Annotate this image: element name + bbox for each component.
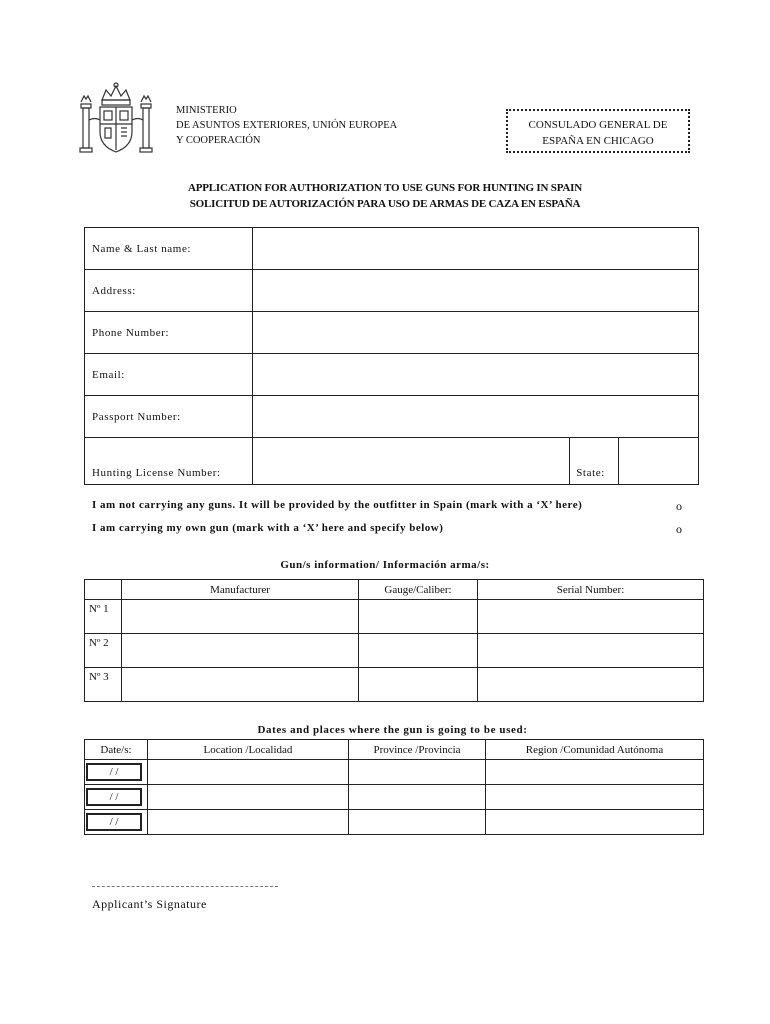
table-header-row <box>85 580 704 600</box>
date-cell <box>85 810 148 835</box>
email-label: Email: <box>85 354 253 396</box>
gauge-cell[interactable] <box>359 634 478 668</box>
province-cell[interactable] <box>349 785 486 810</box>
dates-section-title: Dates and places where the gun is going to be used: <box>257 724 528 736</box>
passport-field[interactable] <box>253 396 699 438</box>
not-carrying-statement: I am not carrying any guns. It will be provided by the outfitter in Spain (mark with a ‘X’ here) <box>92 499 583 511</box>
region-header: Region /Comunidad Autónoma <box>486 740 704 760</box>
location-cell[interactable] <box>148 760 349 785</box>
table-row <box>85 354 699 396</box>
region-cell[interactable] <box>486 810 704 835</box>
province-cell[interactable] <box>349 810 486 835</box>
phone-field[interactable] <box>253 312 699 354</box>
dates-table <box>84 739 704 835</box>
manufacturer-cell[interactable] <box>122 600 359 634</box>
email-field[interactable] <box>253 354 699 396</box>
passport-label: Passport Number: <box>85 396 253 438</box>
region-cell[interactable] <box>486 760 704 785</box>
table-row <box>85 228 699 270</box>
gauge-cell[interactable] <box>359 668 478 702</box>
table-row <box>85 396 699 438</box>
personal-info-table <box>84 227 699 485</box>
ministry-line-3: Y COOPERACIÓN <box>176 135 261 146</box>
consulate-line-1: CONSULADO GENERAL DE <box>528 119 668 131</box>
location-cell[interactable] <box>148 785 349 810</box>
date-input[interactable]: / / <box>86 788 142 806</box>
location-header: Location /Localidad <box>148 740 349 760</box>
manufacturer-cell[interactable] <box>122 668 359 702</box>
table-row <box>85 600 704 634</box>
date-header: Date/s: <box>85 740 148 760</box>
date-cell <box>85 760 148 785</box>
name-field[interactable] <box>253 228 699 270</box>
guns-section-title: Gun/s information/ Información arma/s: <box>280 559 490 571</box>
table-row <box>85 760 704 785</box>
gauge-header: Gauge/Caliber: <box>359 580 478 600</box>
manufacturer-cell[interactable] <box>122 634 359 668</box>
state-label: State: <box>570 438 619 485</box>
consulate-line-2: ESPAÑA EN CHICAGO <box>542 135 654 147</box>
table-header-row <box>85 740 704 760</box>
ministry-line-1: MINISTERIO <box>176 105 237 116</box>
coat-of-arms-emblem <box>76 80 156 160</box>
table-row <box>85 438 699 485</box>
province-header: Province /Provincia <box>349 740 486 760</box>
location-cell[interactable] <box>148 810 349 835</box>
manufacturer-header: Manufacturer <box>122 580 359 600</box>
table-row <box>85 810 704 835</box>
state-field[interactable] <box>619 438 699 485</box>
table-row <box>85 634 704 668</box>
serial-cell[interactable] <box>478 634 704 668</box>
name-label: Name & Last name: <box>85 228 253 270</box>
address-field[interactable] <box>253 270 699 312</box>
ministry-line-2: DE ASUNTOS EXTERIORES, UNIÓN EUROPEA <box>176 120 398 131</box>
phone-label: Phone Number: <box>85 312 253 354</box>
table-row <box>85 312 699 354</box>
address-label: Address: <box>85 270 253 312</box>
title-english: APPLICATION FOR AUTHORIZATION TO USE GUNS FOR HUNTING IN SPAIN <box>188 182 582 194</box>
title-spanish: SOLICITUD DE AUTORIZACIÓN PARA USO DE ARMAS DE CAZA EN ESPAÑA <box>189 198 581 210</box>
not-carrying-checkbox[interactable]: o <box>676 499 682 513</box>
license-field[interactable] <box>253 438 570 485</box>
ministry-name <box>176 103 476 148</box>
form-title <box>0 180 770 212</box>
signature-line[interactable] <box>92 886 278 887</box>
province-cell[interactable] <box>349 760 486 785</box>
table-row <box>85 270 699 312</box>
date-input[interactable]: / / <box>86 763 142 781</box>
table-row <box>85 785 704 810</box>
table-row <box>85 668 704 702</box>
signature-label: Applicant’s Signature <box>92 897 207 911</box>
serial-header: Serial Number: <box>478 580 704 600</box>
license-label: Hunting License Number: <box>85 438 253 485</box>
serial-cell[interactable] <box>478 668 704 702</box>
date-cell <box>85 785 148 810</box>
gun-row-label: Nº 1 <box>85 600 122 634</box>
guns-table <box>84 579 704 702</box>
gun-row-label: Nº 3 <box>85 668 122 702</box>
gauge-cell[interactable] <box>359 600 478 634</box>
region-cell[interactable] <box>486 785 704 810</box>
serial-cell[interactable] <box>478 600 704 634</box>
date-input[interactable]: / / <box>86 813 142 831</box>
gun-number-header <box>85 580 122 600</box>
gun-row-label: Nº 2 <box>85 634 122 668</box>
consulate-box <box>506 109 690 153</box>
carrying-statement: I am carrying my own gun (mark with a ‘X’ here and specify below) <box>92 522 444 534</box>
carrying-checkbox[interactable]: o <box>676 522 682 536</box>
